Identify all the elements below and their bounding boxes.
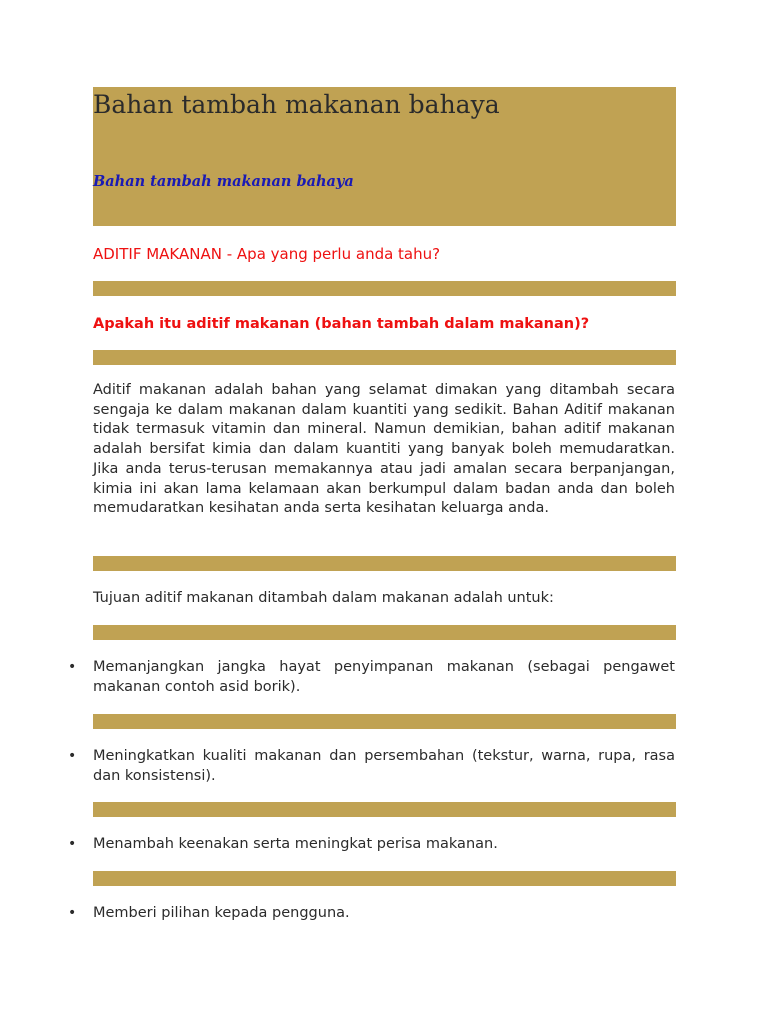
- section-heading: ADITIF MAKANAN - Apa yang perlu anda tahu?: [93, 245, 441, 263]
- bullet-marker: •: [68, 659, 77, 675]
- divider-band: [93, 350, 676, 365]
- list-item: Menambah keenakan serta meningkat perisa makanan.: [93, 836, 498, 852]
- definition-paragraph: Aditif makanan adalah bahan yang selamat dimakan yang ditambah secara sengaja ke dalam makanan dalam kuantiti yang sedikit. Bahan Aditif makanan tidak termasuk vitamin dan mineral. Namun demikian, bahan aditif makanan adalah bersifat kimia dan dalam kuantiti yang banyak boleh memudaratkan. Jika anda terus-terusan memakannya atau jadi amalan secara berpanjangan, kimia ini akan lama kelamaan akan berkumpul dalam badan anda dan boleh memudaratkan kesihatan anda serta kesihatan keluarga anda.: [93, 382, 675, 517]
- divider-band: [93, 281, 676, 296]
- question-heading: Apakah itu aditif makanan (bahan tambah dalam makanan)?: [93, 316, 590, 332]
- list-item: Memberi pilihan kepada pengguna.: [93, 905, 350, 921]
- bullet-marker: •: [68, 748, 77, 764]
- list-item: Memanjangkan jangka hayat penyimpanan makanan (sebagai pengawet makanan contoh asid borik).: [93, 659, 675, 695]
- bullet-marker: •: [68, 836, 77, 852]
- page-subtitle: Bahan tambah makanan bahaya: [93, 173, 354, 190]
- divider-band: [93, 625, 676, 640]
- list-item: Meningkatkan kualiti makanan dan persembahan (tekstur, warna, rupa, rasa dan konsistensi).: [93, 748, 675, 784]
- divider-band: [93, 714, 676, 729]
- divider-band: [93, 802, 676, 817]
- divider-band: [93, 556, 676, 571]
- page-title: Bahan tambah makanan bahaya: [93, 90, 500, 119]
- purpose-intro: Tujuan aditif makanan ditambah dalam makanan adalah untuk:: [93, 590, 554, 606]
- bullet-marker: •: [68, 905, 77, 921]
- divider-band: [93, 871, 676, 886]
